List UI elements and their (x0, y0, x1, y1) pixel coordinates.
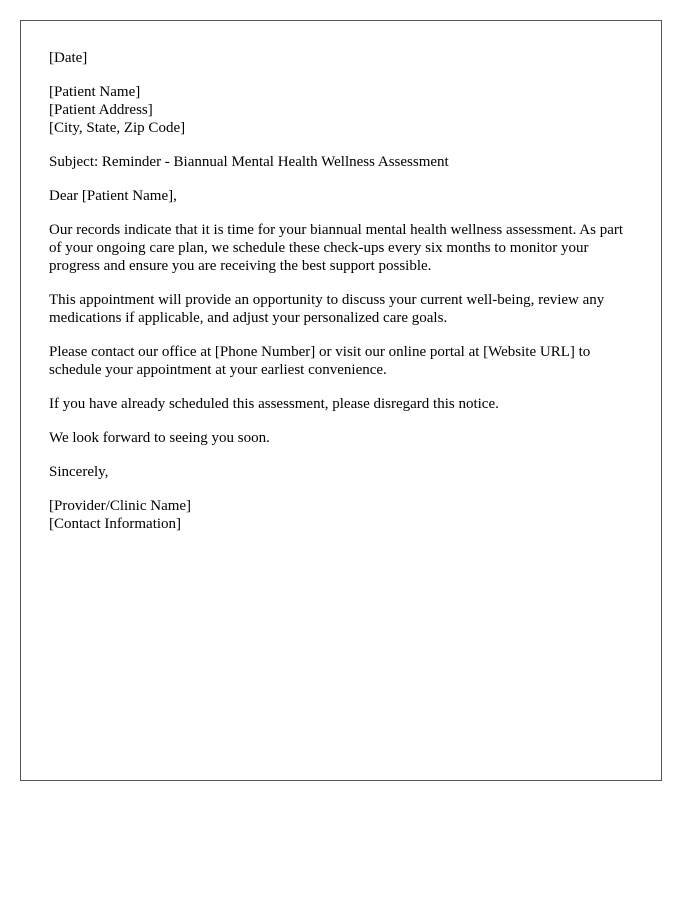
body-paragraph: Please contact our office at [Phone Number] or visit our online portal at [Website URL] to schedule your appointment at your earliest convenience. (49, 344, 591, 378)
body-paragraph: If you have already scheduled this assessment, please disregard this notice. (49, 396, 499, 412)
recipient-address: [Patient Address] (49, 102, 153, 118)
letter-page (20, 20, 662, 781)
body-paragraph: Our records indicate that it is time for your biannual mental health wellness assessment. As part of your ongoing care plan, we schedule these check-ups every six months to monitor your progress and ensure you are receiving the best support possible. (49, 222, 624, 274)
letter-subject: Subject: Reminder - Biannual Mental Health Wellness Assessment (49, 154, 449, 170)
letter-closing: Sincerely, (49, 464, 109, 480)
letter-salutation: Dear [Patient Name], (49, 188, 177, 204)
provider-name: [Provider/Clinic Name] (49, 498, 192, 514)
body-paragraph: We look forward to seeing you soon. (49, 430, 270, 446)
recipient-city-state-zip: [City, State, Zip Code] (49, 120, 186, 136)
body-paragraph: This appointment will provide an opportunity to discuss your current well-being, review any medications if applicable, and adjust your personalized care goals. (49, 292, 605, 326)
recipient-block (49, 83, 632, 137)
recipient-name: [Patient Name] (49, 84, 141, 100)
signature-block (49, 497, 632, 533)
letter-date: [Date] (49, 50, 88, 66)
contact-information: [Contact Information] (49, 516, 182, 532)
